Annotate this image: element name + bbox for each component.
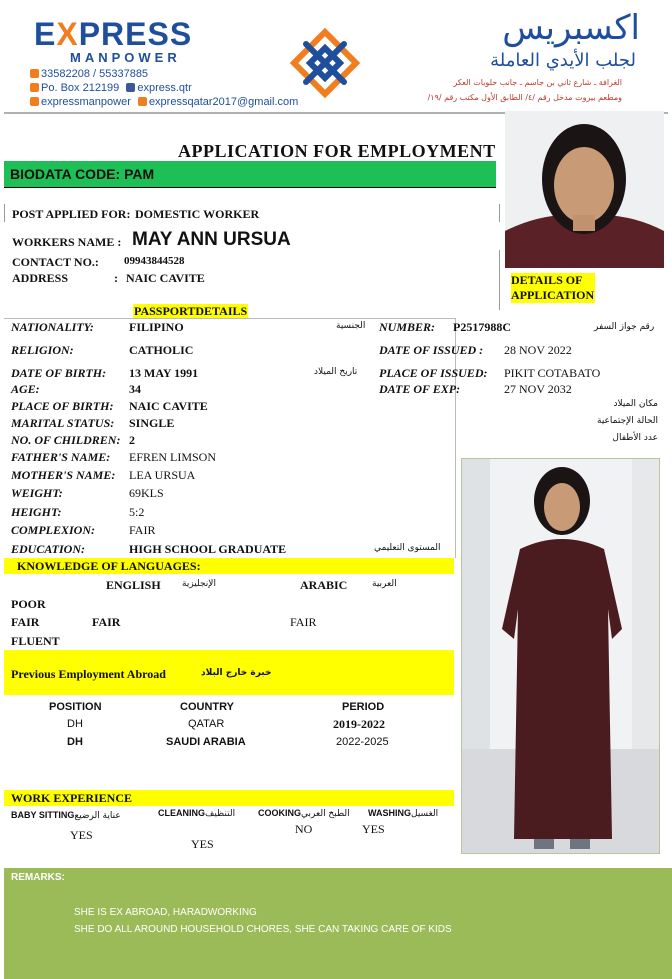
complexion-label: COMPLEXION: bbox=[11, 523, 96, 537]
passport-number-value: P2517988C bbox=[453, 320, 511, 334]
education-label: EDUCATION: bbox=[11, 542, 86, 556]
row-country: QATAR bbox=[188, 718, 225, 730]
applicant-full-photo bbox=[461, 458, 660, 854]
cooking-label: COOKING bbox=[258, 808, 302, 818]
washing-header bbox=[368, 808, 438, 819]
place-issued-value: PIKIT COTABATO bbox=[504, 366, 601, 380]
height-label: HEIGHT: bbox=[11, 505, 62, 519]
post-applied-value: DOMESTIC WORKER bbox=[135, 207, 260, 221]
post-rule-right bbox=[499, 204, 500, 222]
applicant-headshot bbox=[505, 111, 664, 268]
baby-sitting-header bbox=[11, 810, 121, 821]
mail-icon bbox=[30, 83, 39, 92]
po-box: Po. Box 212199 bbox=[41, 82, 120, 94]
biodata-code: BIODATA CODE: PAM bbox=[10, 166, 155, 182]
contact-value: 09943844528 bbox=[124, 255, 185, 267]
biodata-underline bbox=[4, 187, 496, 188]
address-arabic-2: ومطعم بيروت مدخل رقم /٤/ الطابق الأول مكتب رقم /١٩/ bbox=[427, 93, 622, 102]
remarks-line-2: SHE DO ALL AROUND HOUSEHOLD CHORES, SHE CAN TAKING CARE OF KIDS bbox=[74, 924, 452, 935]
washing-label: WASHING bbox=[368, 808, 412, 818]
personal-top-rule bbox=[4, 318, 456, 319]
pob-value: NAIC CAVITE bbox=[129, 399, 208, 413]
headshot-image bbox=[505, 111, 664, 268]
children-value: 2 bbox=[129, 433, 135, 447]
marital-label: MARITAL STATUS: bbox=[11, 416, 115, 430]
workers-name-value: MAY ANN URSUA bbox=[132, 229, 291, 250]
weight-label: WEIGHT: bbox=[11, 486, 63, 500]
level-poor: POOR bbox=[11, 597, 46, 611]
mother-label: MOTHER'S NAME: bbox=[11, 468, 116, 482]
row-position: DH bbox=[67, 718, 83, 730]
children-arabic: عدد الأطفال bbox=[612, 433, 658, 443]
english-arabic: الإنجليزية bbox=[182, 579, 216, 589]
place-issued-label: PLACE OF ISSUED: bbox=[379, 366, 488, 380]
cleaning-label: CLEANING bbox=[158, 808, 205, 818]
baby-sitting-label: BABY SITTING bbox=[11, 810, 75, 820]
father-label: FATHER'S NAME: bbox=[11, 450, 111, 464]
address-arabic-1: الغرافة ـ شارع ثاني بن جاسم ـ جانب حلويات العكر bbox=[453, 78, 622, 87]
work-experience-heading: WORK EXPERIENCE bbox=[11, 791, 133, 805]
logo-subtitle: MANPOWER bbox=[70, 50, 181, 65]
education-value: HIGH SCHOOL GRADUATE bbox=[129, 542, 287, 556]
row-country: SAUDI ARABIA bbox=[166, 736, 246, 748]
nationality-value: FILIPINO bbox=[129, 320, 184, 334]
cleaning-value: YES bbox=[191, 837, 214, 851]
marital-arabic: الحالة الإجتماعية bbox=[597, 416, 658, 426]
address-value: NAIC CAVITE bbox=[126, 271, 205, 285]
pob-label: PLACE OF BIRTH: bbox=[11, 399, 114, 413]
email-icon bbox=[138, 97, 147, 106]
logo-text-english bbox=[34, 16, 192, 53]
height-value: 5:2 bbox=[129, 505, 145, 519]
arabic-arabic: العربية bbox=[372, 579, 397, 589]
address-label: ADDRESS bbox=[12, 271, 69, 285]
facebook-handle: express.qtr bbox=[137, 82, 192, 94]
remarks-label: REMARKS: bbox=[11, 872, 65, 883]
page-title: APPLICATION FOR EMPLOYMENT bbox=[178, 141, 496, 161]
complexion-value: FAIR bbox=[129, 523, 156, 537]
weight-value: 69KLS bbox=[129, 486, 164, 500]
workers-name-label: WORKERS NAME : bbox=[12, 235, 122, 249]
cooking-value: NO bbox=[295, 822, 313, 836]
facebook-icon bbox=[126, 83, 135, 92]
age-value: 34 bbox=[129, 382, 141, 396]
dob-arabic: تاريخ الميلاد bbox=[314, 367, 358, 377]
details-rule bbox=[499, 250, 500, 310]
cleaning-arabic: التنظيف bbox=[205, 809, 236, 819]
cooking-arabic: الطبخ العربي bbox=[301, 809, 350, 819]
religion-label: RELIGION: bbox=[11, 343, 74, 357]
logo-x-letter: X bbox=[56, 16, 79, 52]
father-value: EFREN LIMSON bbox=[129, 450, 217, 464]
logo-main: EXPRESS bbox=[34, 16, 193, 52]
prev-employment-heading: Previous Employment Abroad bbox=[11, 667, 166, 681]
date-exp-label: DATE OF EXP: bbox=[379, 382, 461, 396]
row-position: DH bbox=[67, 736, 83, 748]
dob-label: DATE OF BIRTH: bbox=[11, 366, 107, 380]
children-label: NO. OF CHILDREN: bbox=[11, 433, 121, 447]
baby-sitting-arabic: عناية الرضيع bbox=[74, 811, 121, 821]
nationality-arabic: الجنسية bbox=[336, 321, 366, 331]
religion-value: CATHOLIC bbox=[129, 343, 194, 357]
column-country: COUNTRY bbox=[180, 701, 234, 713]
mother-value: LEA URSUA bbox=[129, 468, 196, 482]
dob-value: 13 MAY 1991 bbox=[129, 366, 199, 380]
logo-text-arabic: اكسبريس bbox=[502, 8, 640, 48]
english-level-value: FAIR bbox=[92, 615, 121, 629]
baby-sitting-value: YES bbox=[70, 828, 93, 842]
phone-line bbox=[30, 68, 148, 80]
washing-arabic: الغسيل bbox=[411, 809, 439, 819]
details-of-application: DETAILS OF APPLICATION bbox=[511, 273, 595, 302]
pobox-line bbox=[30, 82, 192, 94]
passport-number-label: NUMBER: bbox=[379, 320, 436, 334]
washing-value: YES bbox=[362, 822, 385, 836]
arabic-label: ARABIC bbox=[300, 578, 348, 592]
cleaning-header bbox=[158, 808, 235, 819]
languages-heading: KNOWLEDGE OF LANGUAGES: bbox=[17, 559, 201, 573]
company-emblem-icon bbox=[284, 22, 366, 104]
row-period: 2019-2022 bbox=[333, 717, 385, 731]
passport-details-heading: PASSPORTDETAILS bbox=[134, 304, 248, 318]
marital-value: SINGLE bbox=[129, 416, 175, 430]
education-arabic: المستوى التعليمي bbox=[374, 543, 441, 553]
instagram-icon bbox=[30, 97, 39, 106]
pob-arabic: مكان الميلاد bbox=[613, 399, 658, 409]
column-period: PERIOD bbox=[342, 701, 385, 713]
passport-number-arabic: رقم جواز السفر bbox=[594, 322, 655, 332]
full-photo-image bbox=[462, 459, 660, 854]
remarks-line-1: SHE IS EX ABROAD, HARADWORKING bbox=[74, 907, 257, 918]
contact-label: CONTACT NO.: bbox=[12, 255, 99, 269]
column-position: POSITION bbox=[49, 701, 102, 713]
english-label: ENGLISH bbox=[106, 578, 161, 592]
age-label: AGE: bbox=[11, 382, 40, 396]
arabic-level-value: FAIR bbox=[290, 615, 317, 629]
date-issued-label: DATE OF ISSUED : bbox=[379, 343, 484, 357]
date-issued-value: 28 NOV 2022 bbox=[504, 343, 572, 357]
level-fluent: FLUENT bbox=[11, 634, 60, 648]
address-colon: : bbox=[114, 271, 118, 285]
instagram-handle: expressmanpower bbox=[41, 96, 131, 108]
nationality-label: NATIONALITY: bbox=[11, 320, 94, 334]
date-exp-value: 27 NOV 2032 bbox=[504, 382, 572, 396]
phone-icon bbox=[30, 69, 39, 78]
email-address: expressqatar2017@gmail.com bbox=[148, 96, 299, 108]
level-fair: FAIR bbox=[11, 615, 40, 629]
prev-employment-heading-arabic: خبرة خارج البلاد bbox=[201, 668, 272, 678]
logo-subtitle-arabic: لجلب الأيدي العاملة bbox=[490, 50, 636, 71]
phone-number: 33582208 / 55337885 bbox=[41, 68, 149, 80]
post-applied-label: POST APPLIED FOR: bbox=[12, 207, 131, 221]
social-line bbox=[30, 96, 298, 108]
post-rule-left bbox=[4, 204, 5, 222]
cooking-header bbox=[258, 808, 350, 819]
row-period: 2022-2025 bbox=[336, 736, 389, 748]
